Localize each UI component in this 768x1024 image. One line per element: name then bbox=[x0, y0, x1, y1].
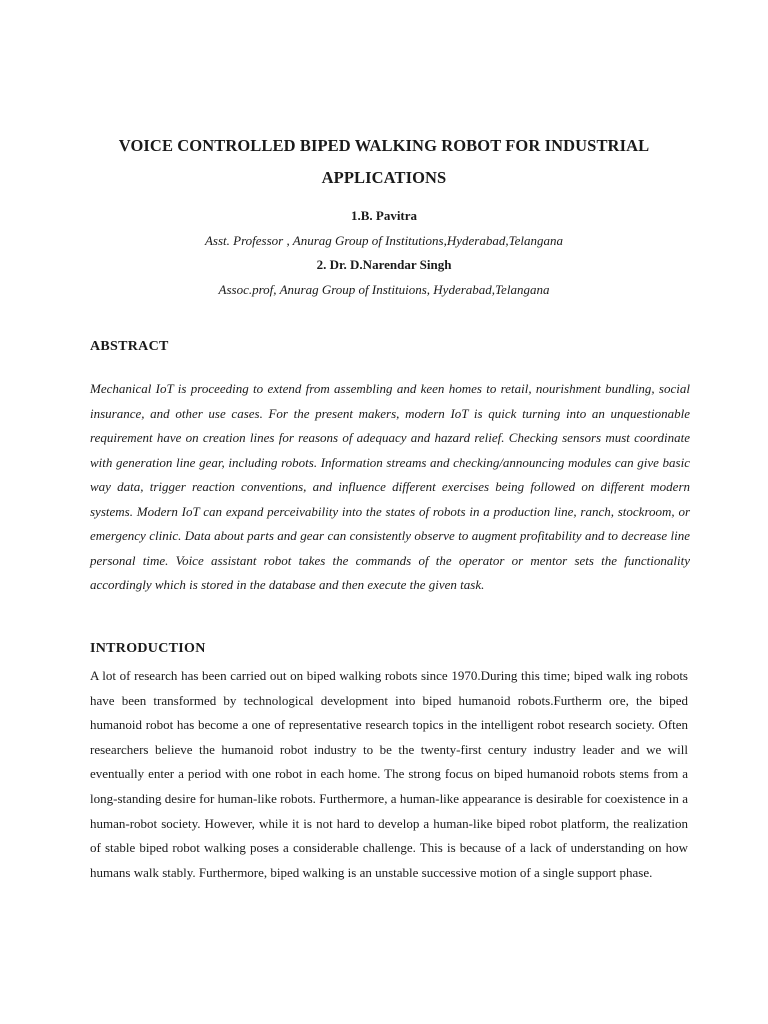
abstract-text: Mechanical IoT is proceeding to extend from assembling and keen homes to retail, nourishment bundling, social insurance, and other use cases. For the present makers, modern IoT is quick turning into an unquestionable requirement have on creation lines for reasons of adequacy and hazard relief. Checking sensors must coordinate with generation line gear, including robots. Information streams and checking/announcing modules can give basic way data, trigger reaction conventions, and influence different exercises being followed on different modern systems. Modern IoT can expand perceivability into the states of robots in a production line, ranch, stockroom, or emergency clinic. Data about parts and gear can consistently observe to augment profitability and to decrease line personal time. Voice assistant robot takes the commands of the operator or mentor sets the functionality accordingly which is stored in the database and then execute the given task. bbox=[90, 381, 690, 592]
author-1-name: 1.B. Pavitra bbox=[350, 208, 418, 223]
abstract-heading: ABSTRACT bbox=[90, 339, 169, 354]
author-1-affiliation: Asst. Professor , Anurag Group of Institutions,Hyderabad,Telangana bbox=[204, 233, 563, 248]
paper-title: VOICE CONTROLLED BIPED WALKING ROBOT FOR INDUSTRIAL APPLICATIONS bbox=[118, 136, 650, 187]
author-2-affiliation: Assoc.prof, Anurag Group of Instituions, Hyderabad,Telangana bbox=[218, 282, 550, 297]
introduction-heading: INTRODUCTION bbox=[90, 641, 206, 656]
introduction-text: A lot of research has been carried out on biped walking robots since 1970.During this time; biped walk ing robots have been transformed by technological development into biped humanoid robots.Furtherm ore, the biped humanoid robot has become a one of representative research topics in the intelligent robot research society. Often researchers believe the humanoid robot industry to be the twenty-first century industry leader and we will eventually enter a period with one robot in each home. The strong focus on biped humanoid robots stems from a long-standing desire for human-like robots. Furthermore, a human-like appearance is desirable for coexistence in a human-robot society. However, while it is not hard to develop a human-like biped robot platform, the realization of stable biped robot walking poses a considerable challenge. This is because of a lack of understanding on how humans walk stably. Furthermore, biped walking is an unstable successive motion of a single support phase. bbox=[90, 668, 688, 880]
author-2-name: 2. Dr. D.Narendar Singh bbox=[316, 257, 452, 272]
